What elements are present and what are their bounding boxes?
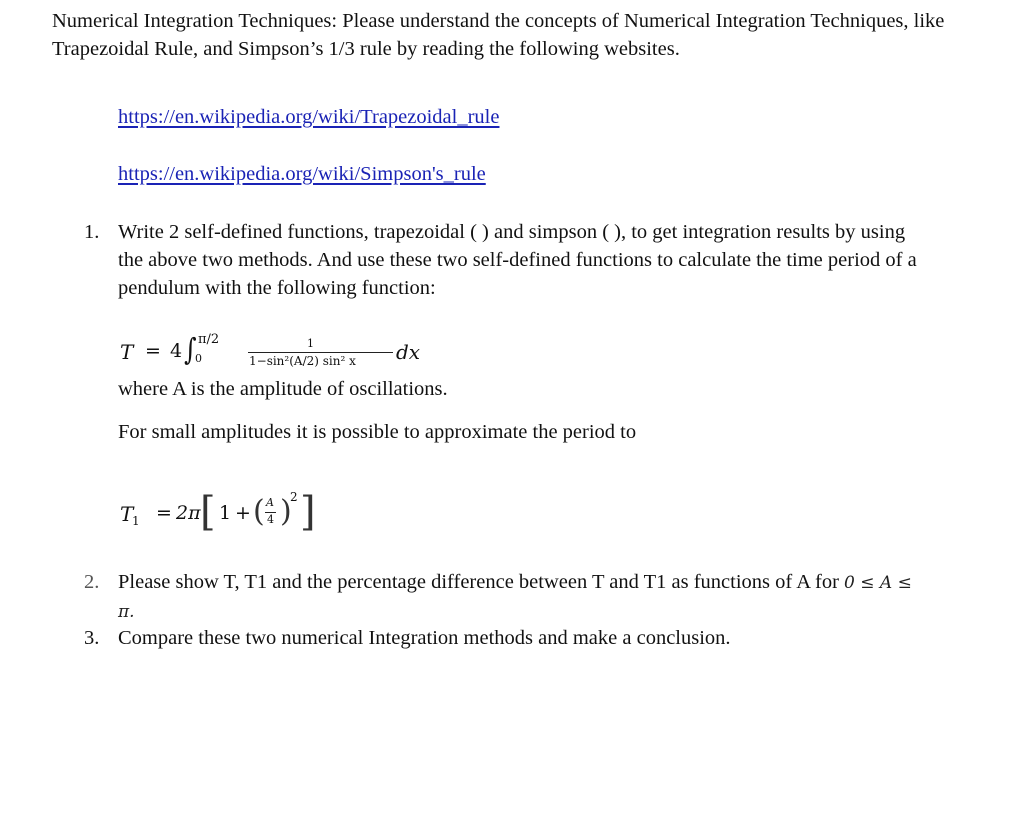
amplitude-range: 0 ≤ A ≤ π.: [118, 573, 912, 622]
right-bracket: ]: [300, 489, 316, 535]
formula-lhs: T: [120, 340, 134, 364]
left-paren: (: [253, 494, 265, 529]
period-formula: [118, 332, 421, 374]
right-paren: ): [280, 494, 292, 529]
integral-lower-limit: 0: [195, 352, 202, 365]
item-text: Compare these two numerical Integration methods and make a conclusion.: [118, 627, 731, 649]
item-number: 1.: [84, 221, 100, 243]
formula-coefficient: 2π: [176, 502, 201, 524]
item-number: 3.: [84, 627, 100, 649]
differential: dx: [396, 340, 421, 364]
fraction-numerator: A: [266, 496, 274, 509]
integral-sign: ∫: [184, 332, 197, 367]
fraction-denominator: 4: [267, 513, 274, 526]
trapezoidal-rule-link[interactable]: https://en.wikipedia.org/wiki/Trapezoidal_rule: [118, 106, 500, 128]
formula-lhs: T: [120, 502, 134, 526]
small-amplitude-text: For small amplitudes it is possible to approximate the period to: [118, 421, 637, 443]
exponent: 2: [290, 490, 298, 504]
integral-upper-limit: π/2: [198, 332, 220, 347]
item-text: Please show T, T1 and the percentage difference between T and T1 as functions of A for: [118, 571, 839, 593]
item-text-wrapper: [118, 568, 918, 626]
formula-plus: +: [235, 502, 251, 524]
intro-paragraph: Numerical Integration Techniques: Please understand the concepts of Numerical Integration Techniques, like Trapezoidal Rule, and Simpson’s 1/3 rule by reading the following websites.: [52, 10, 945, 60]
formula-equals: =: [156, 502, 172, 524]
fraction-denominator: 1−sin²(A/2) sin² x: [249, 354, 356, 368]
formula-one: 1: [219, 502, 232, 524]
formula-subscript: 1: [132, 514, 140, 528]
left-bracket: [: [200, 489, 216, 535]
formula-equals: =: [145, 340, 161, 362]
where-text: where A is the amplitude of oscillations.: [118, 378, 448, 400]
item-text: Write 2 self-defined functions, trapezoidal ( ) and simpson ( ), to get integration results by using the above two methods. And use these two self-defined functions to calculate the time period of a pendulum with the following function:: [118, 221, 917, 299]
formula-coefficient: 4: [170, 340, 183, 362]
fraction-bar: [248, 352, 393, 353]
item-number: 2.: [84, 571, 100, 593]
simpsons-rule-link[interactable]: https://en.wikipedia.org/wiki/Simpson's_rule: [118, 163, 486, 185]
fraction-numerator: 1: [307, 337, 314, 350]
approx-period-formula: [118, 490, 358, 538]
